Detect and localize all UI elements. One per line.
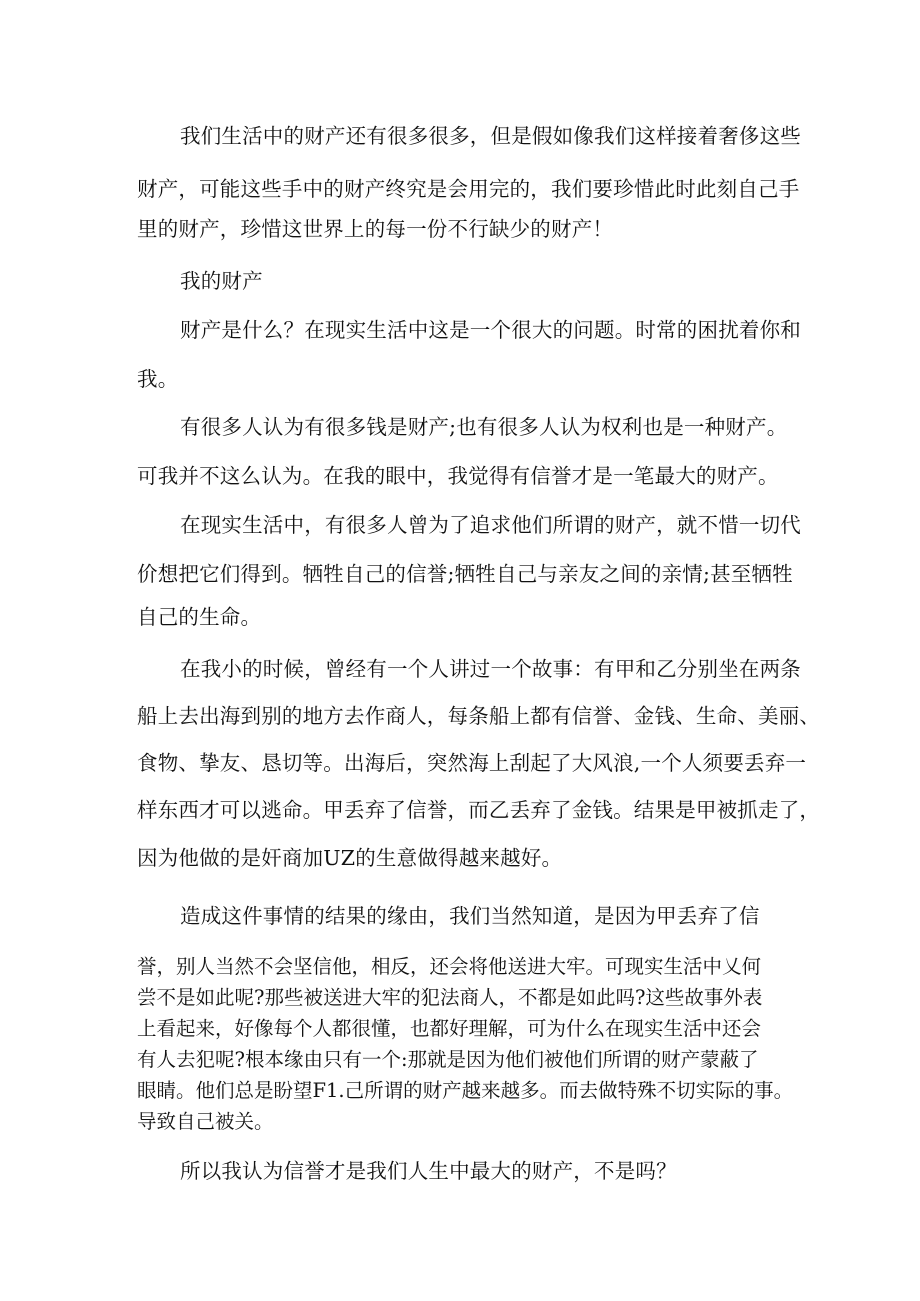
paragraph-4-line-3: 自己的生命。 [137,605,262,629]
paragraph-1-line-3: 里的财产，珍惜这世界上的每一份不行缺少的财产！ [137,217,614,241]
paragraph-5-line-1: 在我小的时候，曾经有一个人讲过一个故事：有甲和乙分别坐在两条 [180,657,801,681]
paragraph-7-line-1: 所以我认为信誉才是我们人生中最大的财产，不是吗？ [180,1159,677,1183]
paragraph-1-line-1: 我们生活中的财产还有很多很多，但是假如像我们这样接着奢侈这些 [180,124,801,148]
paragraph-6-line-1: 造成这件事情的结果的缘由，我们当然知道，是因为甲丢弃了信 [180,904,760,928]
paragraph-6-line-3: 尝不是如此呢?那些被送进大牢的犯法商人，不都是如此吗?这些故事外表 [137,986,763,1009]
paragraph-3-line-2: 可我并不这么认为。在我的眼中，我觉得有信誉才是一笔最大的财产。 [137,464,779,488]
paragraph-2-line-1: 财产是什么？在现实生活中这是一个很大的问题。时常的困扰着你和 [180,318,801,342]
paragraph-5-line-2: 船上去出海到别的地方去作商人，每条船上都有信誉、金钱、生命、美丽、 [137,704,821,728]
paragraph-4-line-2: 价想把它们得到。牺牲自己的信誉;牺牲自己与亲友之间的亲情;甚至牺牲 [137,562,793,586]
paragraph-6-line-5: 有人去犯呢?根本缘由只有一个:那就是因为他们被他们所谓的财产蒙蔽了 [137,1048,759,1071]
paragraph-6-line-6: 眼睛。他们总是盼望F1.己所谓的财产越来越多。而去做特殊不切实际的事。 [137,1079,794,1102]
paragraph-6-line-2: 誉，别人当然不会坚信他，相反，还会将他送进大牢。可现实生活中乂何 [137,955,762,978]
paragraph-4-line-1: 在现实生活中，有很多人曾为了追求他们所谓的财产，就不惜一切代 [180,513,801,537]
paragraph-6-line-4: 上看起来，好像每个人都很懂，也都好理解，可为什么在现实生活中还会 [137,1017,762,1040]
section-heading: 我的财产 [180,269,263,293]
paragraph-6-line-7: 导致自己被关。 [137,1110,274,1133]
paragraph-3-line-1: 有很多人认为有很多钱是财产;也有很多人认为权利也是一种财产。 [180,415,788,439]
paragraph-5-line-4: 样东西才可以逃命。甲丢弃了信誉，而乙丢弃了金钱。结果是甲被抓走了， [137,798,821,822]
paragraph-5-line-3: 食物、挚友、恳切等。出海后，突然海上刮起了大风浪,一个人须要丢弃一 [137,751,807,775]
paragraph-5-line-5: 因为他做的是奸商加UZ的生意做得越来越好。 [137,846,563,870]
paragraph-2-line-2: 我。 [137,367,179,391]
paragraph-1-line-2: 财产，可能这些手中的财产终究是会用完的，我们要珍惜此时此刻自己手 [137,177,800,201]
